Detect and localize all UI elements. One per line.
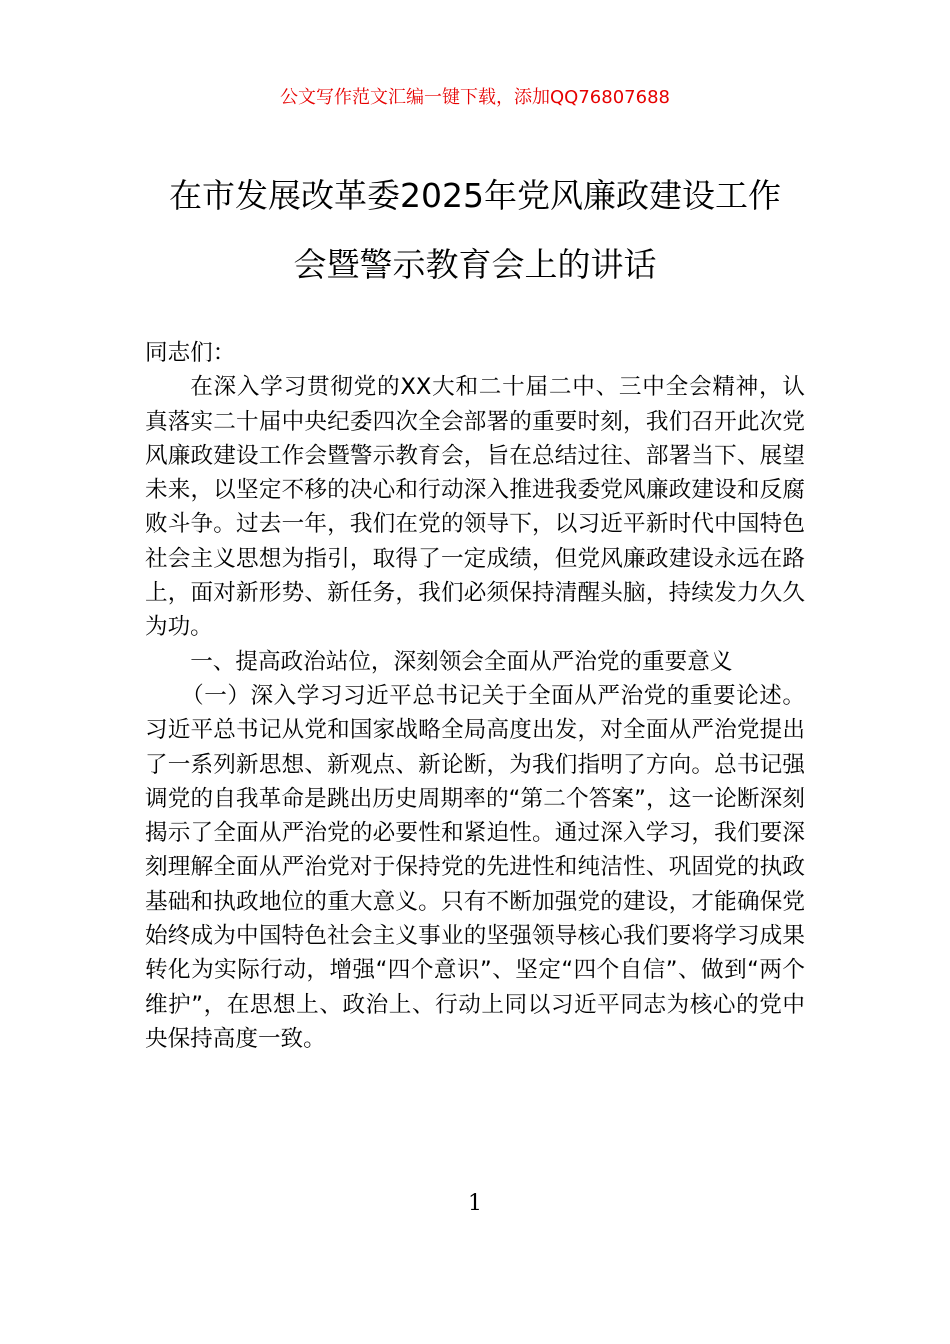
section-heading-1: 一、提高政治站位，深刻领会全面从严治党的重要意义 xyxy=(190,648,733,675)
document-body xyxy=(145,336,805,1056)
download-notice: 公文写作范文汇编一键下载，添加QQ76807688 xyxy=(280,87,670,108)
paragraph-intro: 在深入学习贯彻党的XX大和二十届二中、三中全会精神，认真落实二十届中央纪委四次全会部署的重要时刻，我们召开此次党风廉政建设工作会暨警示教育会，旨在总结过往、部署当下、展望未来，以坚定不移的决心和行动深入推进我委党风廉政建设和反腐败斗争。过去一年，我们在党的领导下，以习近平新时代中国特色社会主义思想为指引，取得了一定成绩，但党风廉政建设永远在路上，面对新形势、新任务，我们必须保持清醒头脑，持续发力久久为功。 xyxy=(145,374,805,641)
page-number: 1 xyxy=(468,1191,482,1216)
paragraph-subsection-1: （一）深入学习习近平总书记关于全面从严治党的重要论述。习近平总书记从党和国家战略全局高度出发，对全面从严治党提出了一系列新思想、新观点、新论断，为我们指明了方向。总书记强调党的自我革命是跳出历史周期率的“第二个答案”，这一论断深刻揭示了全面从严治党的必要性和紧迫性。通过深入学习，我们要深刻理解全面从严治党对于保持党的先进性和纯洁性、巩固党的执政基础和执政地位的重大意义。只有不断加强党的建设，才能确保党始终成为中国特色社会主义事业的坚强领导核心我们要将学习成果转化为实际行动，增强“四个意识”、坚定“四个自信”、做到“两个维护”，在思想上、政治上、行动上同以习近平同志为核心的党中央保持高度一致。 xyxy=(145,682,805,1052)
salutation: 同志们： xyxy=(145,340,236,366)
document-title-line-2: 会暨警示教育会上的讲话 xyxy=(293,245,657,284)
document-title-line-1: 在市发展改革委2025年党风廉政建设工作 xyxy=(169,176,781,215)
